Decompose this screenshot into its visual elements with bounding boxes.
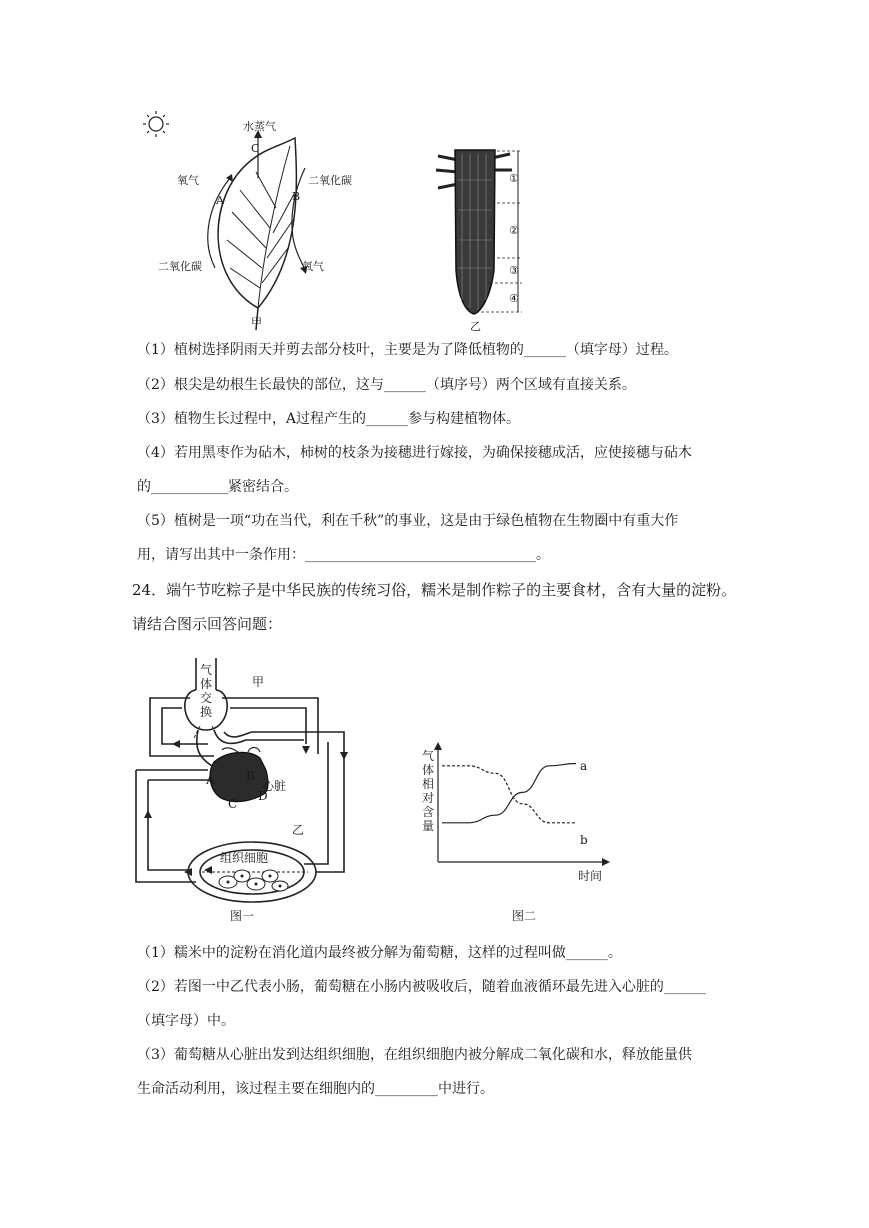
chamber-b-label: B [246, 769, 255, 783]
oxygen-right-label: 氧气 [302, 260, 324, 273]
curve-b-label: b [580, 833, 588, 847]
x-axis-arrow [602, 858, 610, 866]
label-yi: 乙 [292, 823, 305, 837]
xlabel: 时间 [578, 869, 603, 883]
root-tip-diagram [430, 140, 540, 336]
gas-exchange-char-3: 交 [200, 691, 213, 705]
q24-intro-2: 请结合图示回答问题： [132, 615, 283, 633]
process-a-label: A [216, 194, 224, 207]
figure-yi-caption: 乙 [470, 320, 481, 333]
q24-3b: 生命活动利用，该过程主要在细胞内的_________中进行。 [137, 1081, 494, 1097]
gas-content-graph [418, 740, 618, 930]
ylabel-char-1: 气 [422, 749, 435, 763]
ylabel-char-6: 量 [422, 819, 435, 833]
chamber-d-label: D [258, 789, 268, 803]
curve-a-label: a [580, 759, 588, 773]
tissue-cells-label: 组织细胞 [220, 851, 269, 865]
chamber-c-label: C [228, 797, 238, 811]
q23-3: （3）植物生长过程中，A过程产生的______参与构建植物体。 [137, 411, 521, 427]
y-axis-arrow [434, 742, 442, 750]
gas-exchange-char-4: 换 [200, 705, 213, 719]
q24-intro-1: 24．端午节吃粽子是中华民族的传统习俗，糯米是制作粽子的主要食材，含有大量的淀粉。 [132, 581, 737, 599]
zone-1-label: ① [509, 172, 519, 185]
ylabel-char-2: 体 [422, 763, 435, 777]
circulation-diagram [128, 650, 368, 928]
zone-2-label: ② [509, 224, 519, 237]
zone-3-label: ③ [509, 264, 519, 277]
ylabel-char-3: 相 [422, 777, 435, 791]
zone-4-label: ④ [509, 292, 519, 305]
process-c-label: C [251, 142, 260, 155]
ylabel-char-5: 含 [422, 805, 435, 819]
oxygen-left-label: 氧气 [177, 174, 199, 187]
q24-1: （1）糯米中的淀粉在消化道内最终被分解为葡萄糖，这样的过程叫做______。 [137, 945, 622, 961]
q23-5a: （5）植树是一项“功在当代，利在千秋”的事业，这是由于绿色植物在生物圈中有重大作 [137, 513, 679, 529]
leaf-diagram [130, 108, 390, 340]
figure-jia-caption: 甲 [251, 316, 262, 329]
gas-exchange-char-1: 气 [200, 663, 213, 677]
curve-b [442, 766, 576, 823]
label-jia: 甲 [252, 675, 265, 689]
curve-a [442, 764, 576, 823]
gas-exchange-char-2: 体 [200, 677, 213, 691]
q24-2b: （填字母）中。 [137, 1013, 235, 1029]
q23-4b: 的___________紧密结合。 [137, 479, 298, 495]
q24-2a: （2）若图一中乙代表小肠，葡萄糖在小肠内被吸收后，随着血液循环最先进入心脏的______ [137, 979, 706, 995]
q24-3a: （3）葡萄糖从心脏出发到达组织细胞，在组织细胞内被分解成二氧化碳和水，释放能量供 [137, 1047, 692, 1063]
chamber-a-label: A [206, 773, 215, 787]
ylabel-char-4: 对 [422, 791, 435, 805]
process-b-label: B [292, 190, 301, 203]
figure-1-caption: 图一 [230, 909, 255, 923]
water-vapor-label: 水蒸气 [243, 120, 276, 133]
figure-2-caption: 图二 [512, 909, 537, 923]
tissue-cells [219, 870, 288, 891]
sun-icon [143, 111, 169, 137]
q23-2: （2）根尖是幼根生长最快的部位，这与______（填序号）两个区域有直接关系。 [137, 377, 636, 393]
co2-right-label: 二氧化碳 [308, 174, 352, 187]
co2-left-label: 二氧化碳 [158, 260, 202, 273]
q23-1: （1）植树选择阴雨天并剪去部分枝叶，主要是为了降低植物的______（填字母）过程。 [137, 342, 678, 358]
heart-label: 心脏 [262, 779, 287, 793]
q23-5b: 用，请写出其中一条作用：_________________________________。 [137, 547, 550, 563]
q23-4a: （4）若用黑枣作为砧木，柿树的枝条为接穗进行嫁接，为确保接穗成活，应使接穗与砧木 [137, 445, 692, 461]
